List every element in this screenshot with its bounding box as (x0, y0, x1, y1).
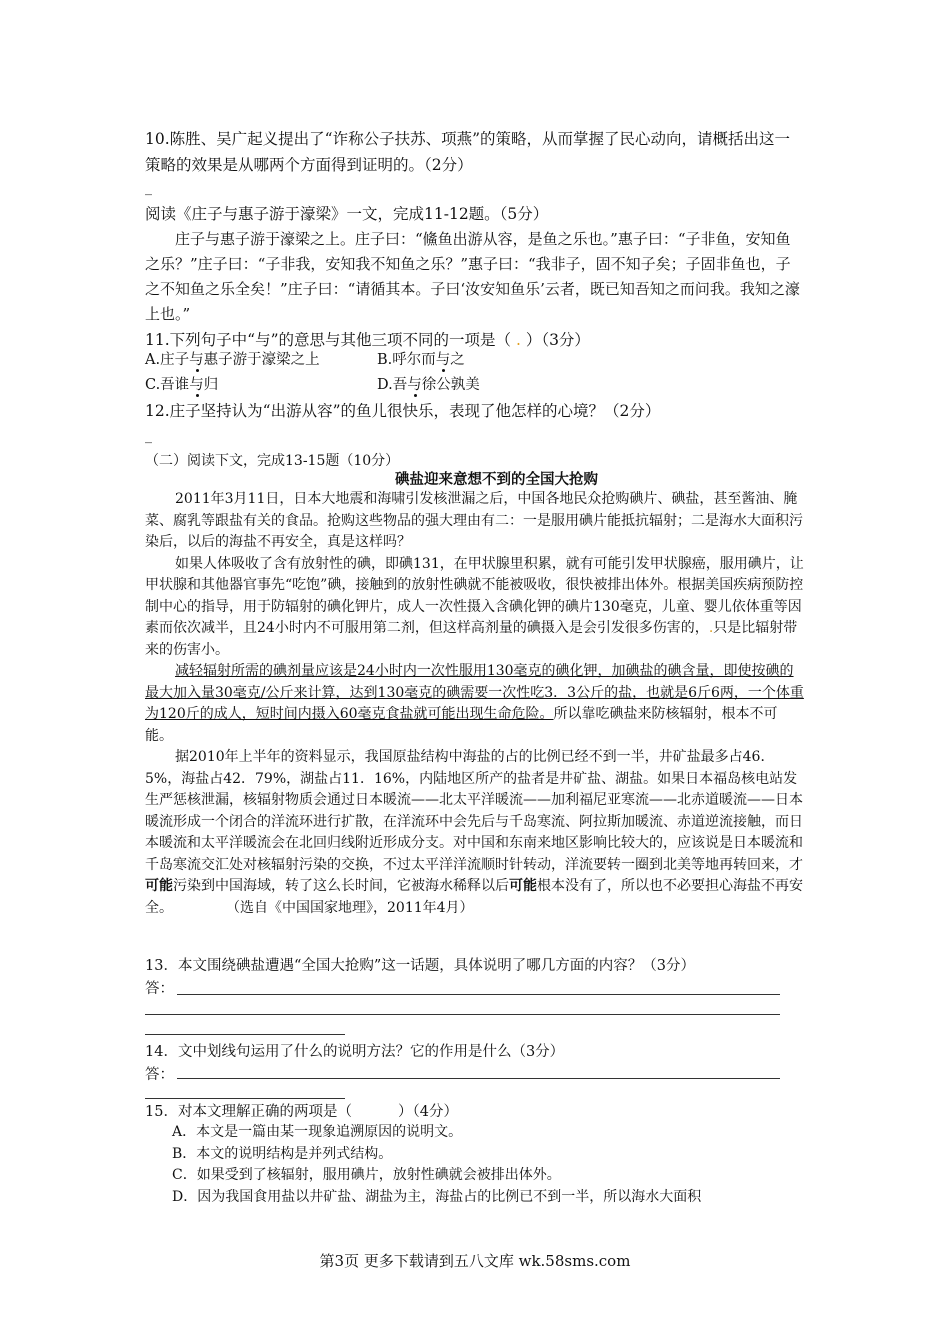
option-b: B.呼尔而与之 (377, 352, 465, 368)
question-15: 15．对本文理解正确的两项是（ ）（4分） (145, 1104, 459, 1120)
option-15-b: B．本文的说明结构是并列式结构。 (172, 1145, 393, 1162)
answer-line (145, 1034, 345, 1035)
article-title: 碘盐迎来意想不到的全国大抢购 (395, 472, 598, 488)
answer-line (145, 1098, 345, 1099)
question-10 (145, 126, 805, 178)
dotted-char: 与 (189, 377, 204, 393)
answer-line (177, 1078, 780, 1079)
article-paragraph-4: 据2010年上半年的资料显示，我国原盐结构中海盐的占的比例已经不到一半，井矿盐最多占46．5%，海盐占42．79%，湖盐占11．16%，内陆地区所产的盐者是井矿盐、湖盐。如果日本福岛核电站发生严惩核泄漏，核辐射物质会通过日本暖流——北太平洋暖流——加利福尼亚寒流——北赤道暖流——日本暖流形成一个闭合的洋流环进行扩散，在洋流环中会先后与千岛寒流、阿拉斯加暖流、赤道逆流接触，而日本暖流和太平洋暖流会在北回归线附近形成分支。对中国和东南来地区影响比较大的，应该说是日本暖流和千岛寒流交汇处对核辐射污染的交换，不过太平洋洋流顺时针转动，洋流要转一圈到北美等地再转回来，才可能污染到中国海域，转了这么长时间，它被海水稀释以后可能根本没有了，所以也不必要担心海盐不再安全。 （选自《中国国家地理》，2011年4月） (145, 749, 803, 916)
underlined-sentence: 减轻辐射所需的碘剂量应该是24小时内一次性服用130毫克的碘化钾，加碘盐的碘含量，即使按碘的最大加入量30毫克/公斤来计算，达到130毫克的碘需要一次性吃3．3公斤的盐，也就是6斤6两，一个体重为120斤的成人，短时间内摄入60毫克食盐就可能出现生命危险。 (145, 663, 804, 722)
page-footer: 第3页 更多下载请到五八文库 wk.58sms.com (319, 1252, 631, 1270)
question-15-options (172, 1122, 701, 1208)
classical-passage: 庄子与惠子游于濠梁之上。庄子曰：“鯈鱼出游从容，是鱼之乐也。”惠子曰：“子非鱼，安知鱼之乐？”庄子曰：“子非我，安知我不知鱼之乐？”惠子曰：“我非子，固不知子矣；子固非鱼也，子之不知鱼之乐全矣！”庄子曰：“请循其本。子曰‘汝安知鱼乐’云者，既已知吾知之而问我。我知之濠上也。” (145, 230, 800, 323)
answer-blank-10: _ (145, 180, 152, 196)
question-13: 13．本文围绕碘盐遭遇“全国大抢购”这一话题，具体说明了哪几方面的内容？（3分） (145, 958, 695, 974)
answer-line (145, 1014, 780, 1015)
bold-word: 可能 (145, 878, 173, 894)
article-source: （选自《中国国家地理》，2011年4月） (233, 899, 474, 916)
article-paragraph-2: 如果人体吸收了含有放射性的碘，即碘131，在甲状腺里积累，就有可能引发甲状腺癌，服用碘片，让甲状腺和其他器官事先“吃饱”碘，接触到的放射性碘就不能被吸收，很快被排出体外。根据美国疾病预防控制中心的指导，用于防辐射的碘化钾片，成人一次性摄入含碘化钾的碘片130毫克，儿童、婴儿依体重等因素而依次减半，且24小时内不可服用第二剂，但这样高剂量的碘摄入是会引发很多伤害的，.只是比辐射带来的伤害小。 (145, 555, 804, 658)
answer-line (177, 994, 780, 995)
bold-word: 可能 (509, 878, 537, 894)
article-body (145, 489, 805, 919)
question-10-text: 10.陈胜、吴广起义提出了“诈称公子扶苏、项燕”的策略，从而掌握了民心动向，请概括出这一策略的效果是从哪两个方面得到证明的。（2分） (145, 130, 791, 174)
option-c: C.吾谁与归 (145, 377, 219, 393)
dotted-char: 与 (435, 352, 451, 368)
option-d: D.吾与徐公孰美 (377, 377, 480, 393)
section-2-intro: （二）阅读下文，完成13-15题（10分） (145, 453, 400, 469)
question-11-text-before: 11.下列句子中“与”的意思与其他三项不同的一项是（ (145, 331, 511, 349)
question-12: 12.庄子坚持认为“出游从容”的鱼儿很快乐，表现了他怎样的心境？（2分） (145, 402, 661, 420)
answer-label-14: 答： (145, 1067, 174, 1083)
dotted-char: 与 (189, 352, 204, 368)
article-paragraph-3: 减轻辐射所需的碘剂量应该是24小时内一次性服用130毫克的碘化钾，加碘盐的碘含量，即使按碘的最大加入量30毫克/公斤来计算，达到130毫克的碘需要一次性吃3．3公斤的盐，也就是6斤6两，一个体重为120斤的成人，短时间内摄入60毫克食盐就可能出现生命危险。所以靠吃碘盐来防核辐射，根本不可能。 (145, 663, 804, 744)
paragraph-mark: . (708, 620, 714, 636)
option-15-c: C．如果受到了核辐射，服用碘片，放射性碘就会被排出体外。 (172, 1167, 561, 1183)
section-1-intro: 阅读《庄子与惠子游于濠梁》一文，完成11-12题。（5分） (145, 205, 549, 223)
question-11-text-after: ）（3分） (525, 331, 590, 349)
answer-label-13: 答： (145, 981, 174, 997)
answer-blank-12: _ (145, 428, 152, 444)
dotted-char: 与 (407, 377, 422, 393)
option-15-a: A．本文是一篇由某一现象追溯原因的说明文。 (172, 1124, 463, 1140)
article-paragraph-1: 2011年3月11日，日本大地震和海啸引发核泄漏之后，中国各地民众抢购碘片、碘盐，甚至酱油、腌菜、腐乳等跟盐有关的食品。抢购这些物品的强大理由有二：一是服用碘片能抵抗辐射；二是海水大面积污染后，以后的海盐不再安全，真是这样吗？ (145, 491, 803, 550)
question-14: 14．文中划线句运用了什么的说明方法？它的作用是什么（3分） (145, 1044, 565, 1060)
option-a: A.庄子与惠子游于濠梁之上 (145, 352, 320, 368)
question-11-options-row-1 (145, 348, 805, 373)
question-11-mark: . (515, 331, 521, 349)
option-15-d: D．因为我国食用盐以井矿盐、湖盐为主，海盐占的比例已不到一半，所以海水大面积 (172, 1188, 702, 1205)
question-11-options-row-2 (145, 373, 805, 398)
